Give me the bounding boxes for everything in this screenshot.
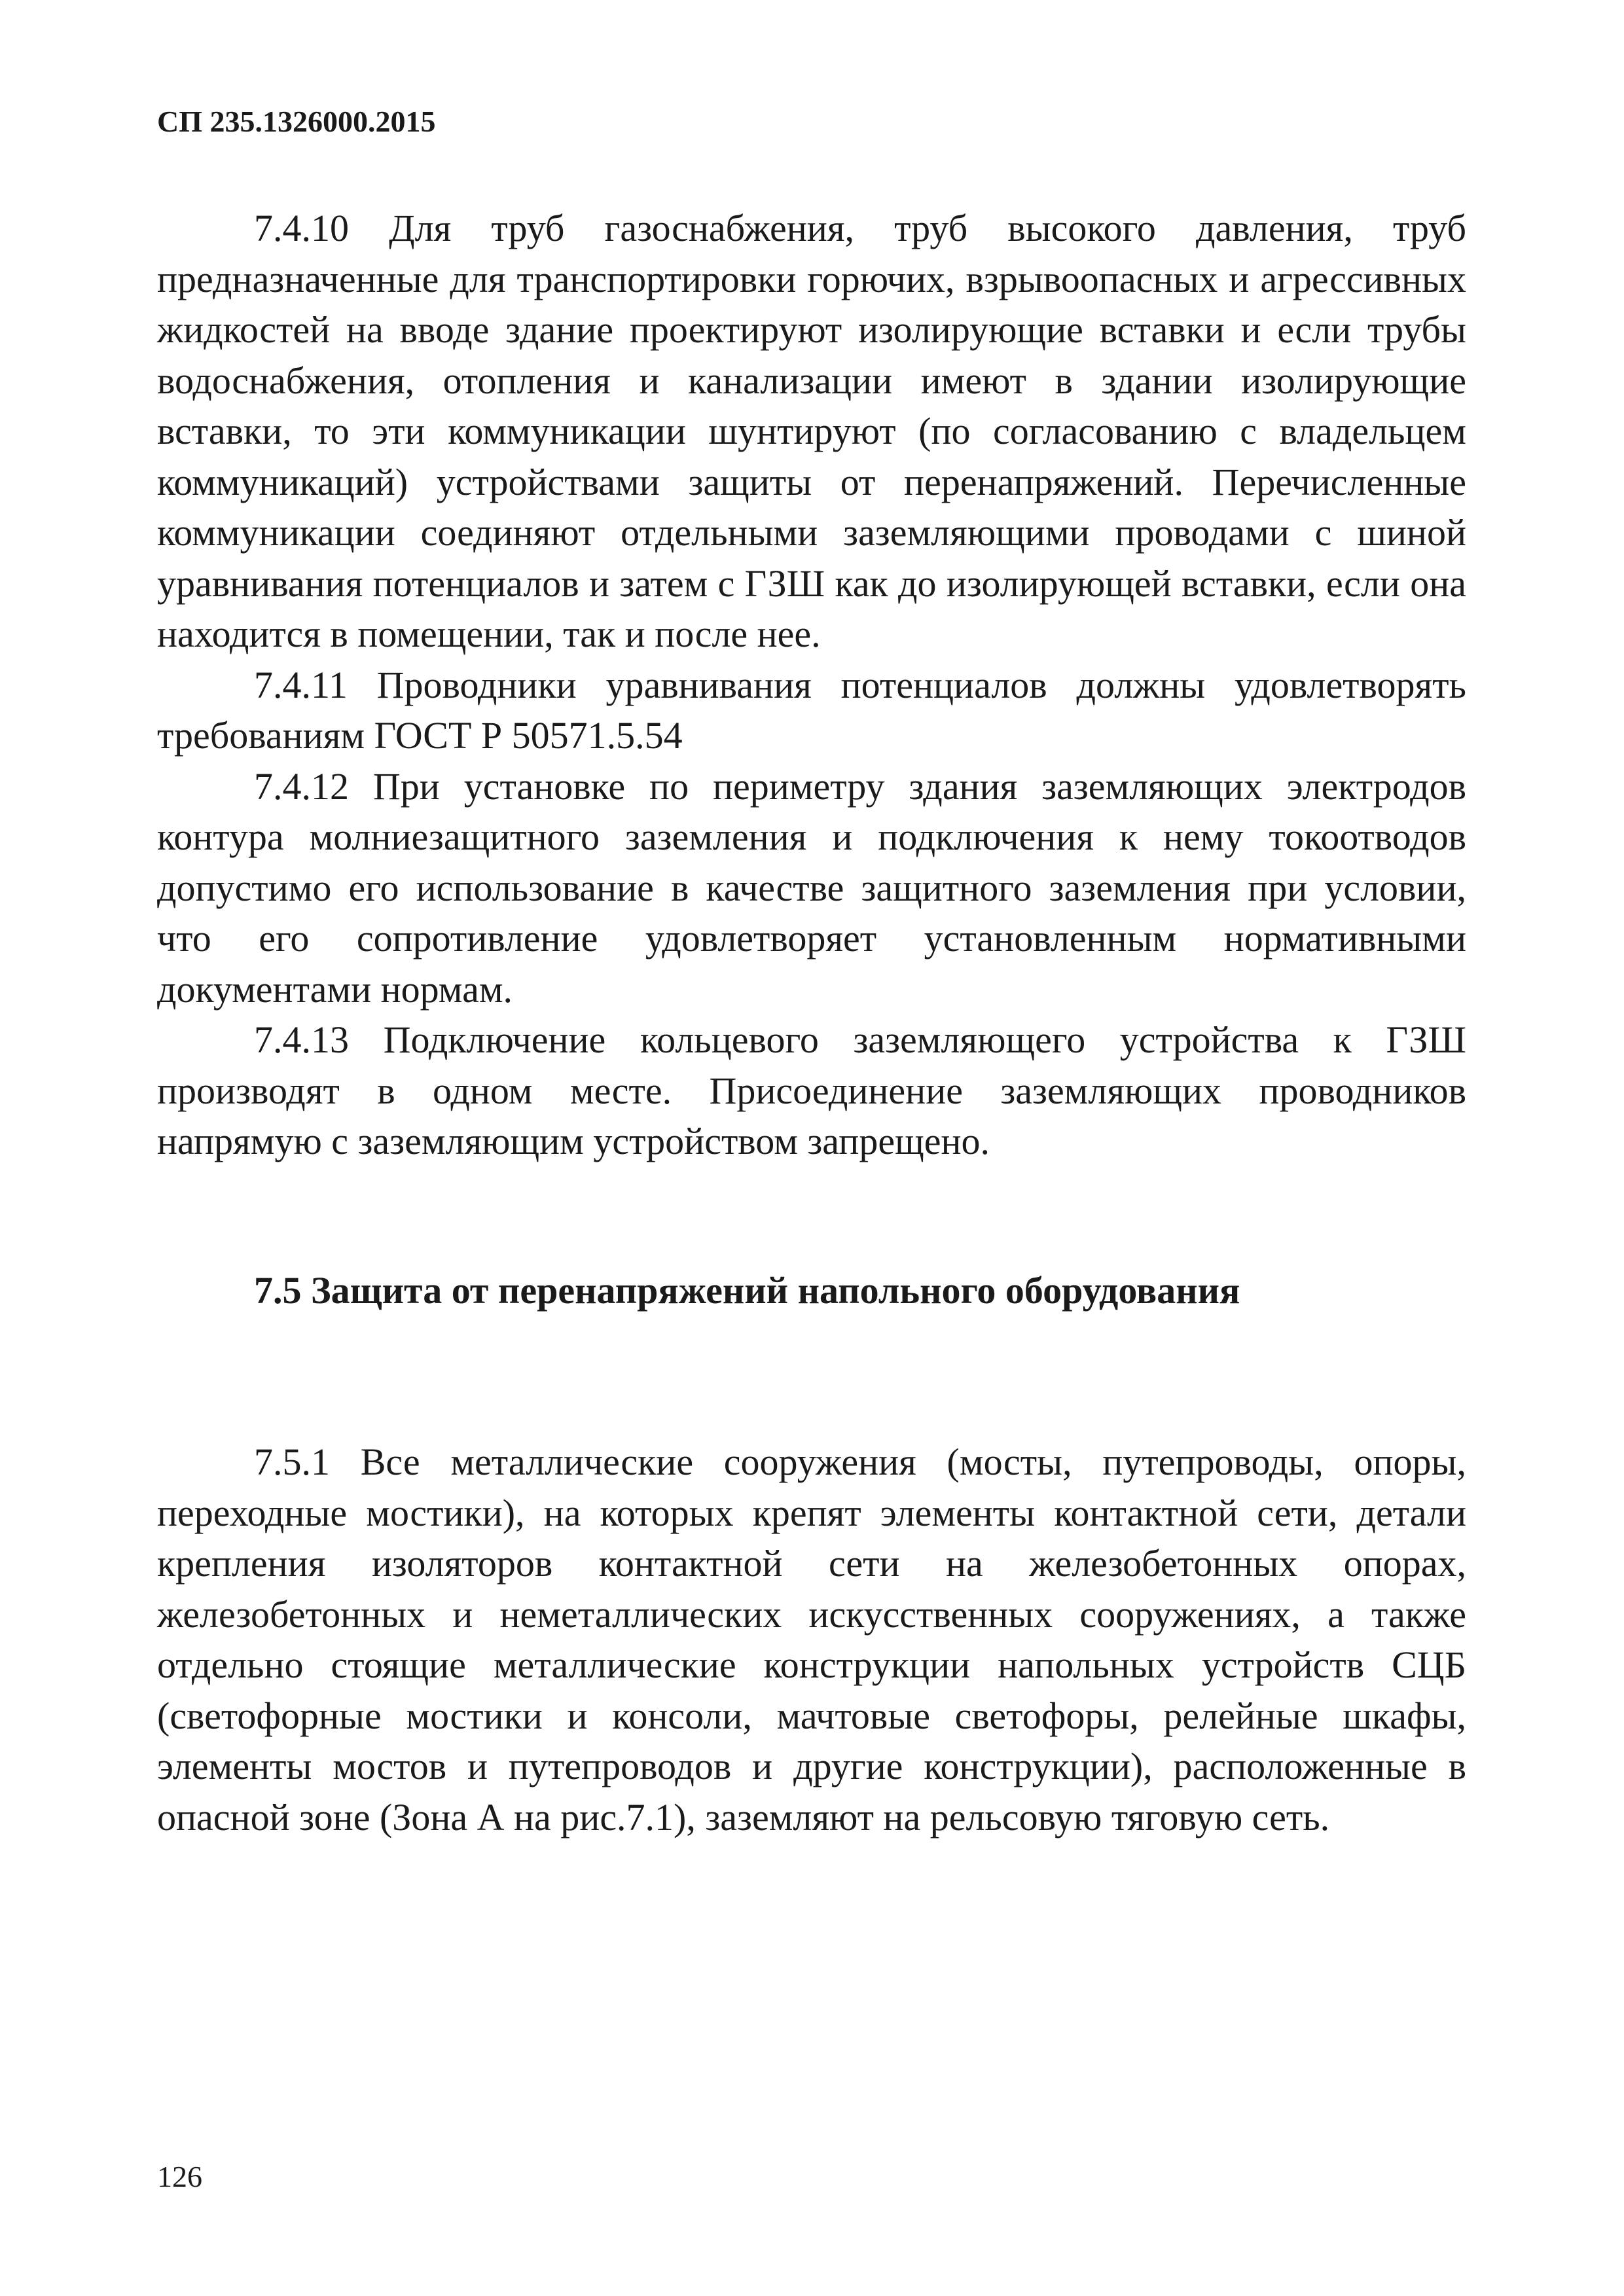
page-number: 126	[157, 2160, 202, 2193]
section-heading-7-5: 7.5 Защита от перенапряжений напольного оборудования	[254, 1268, 1240, 1312]
paragraph-7-4-10: 7.4.10 Для труб газоснабжения, труб высокого давления, труб предназначенные для транспортировки горючих, взрывоопасных и агрессивных жидкостей на вводе здание проектируют изолирующие вставки и если трубы водоснабжения, отопления и канализации имеют в здании изолирующие вставки, то эти коммуникации шунтируют (по согласованию с владельцем коммуникаций) устройствами защиты от перенапряжений. Перечисленные коммуникации соединяют отдельными заземляющими проводами с шиной уравнивания потенциалов и затем с ГЗШ как до изолирующей вставки, если она находится в помещении, так и после нее.	[157, 207, 1466, 655]
paragraph-7-5-1: 7.5.1 Все металлические сооружения (мосты, путепроводы, опоры, переходные мостики), на которых крепят элементы контактной сети, детали крепления изоляторов контактной сети на железобетонных опорах, железобетонных и неметаллических искусственных сооружениях, а также отдельно стоящие металлические конструкции напольных устройств СЦБ (светофорные мостики и консоли, мачтовые светофоры, релейные шкафы, элементы мостов и путепроводов и другие конструкции), расположенные в опасной зоне (Зона А на рис.7.1), заземляют на рельсовую тяговую сеть.	[157, 1441, 1466, 1839]
document-body	[157, 203, 1466, 1842]
paragraph-7-4-11: 7.4.11 Проводники уравнивания потенциалов должны удовлетворять требованиям ГОСТ Р 50571.5.54	[157, 663, 1466, 757]
document-code-header: СП 235.1326000.2015	[157, 105, 436, 138]
paragraph-7-4-12: 7.4.12 При установке по периметру здания заземляющих электродов контура молниезащитного заземления и подключения к нему токоотводов допустимо его использование в качестве защитного заземления при условии, что его сопротивление удовлетворяет установленным нормативными документами нормам.	[157, 764, 1466, 1011]
paragraph-7-4-13: 7.4.13 Подключение кольцевого заземляющего устройства к ГЗШ производят в одном месте. Присоединение заземляющих проводников напрямую с заземляющим устройством запрещено.	[157, 1018, 1466, 1162]
